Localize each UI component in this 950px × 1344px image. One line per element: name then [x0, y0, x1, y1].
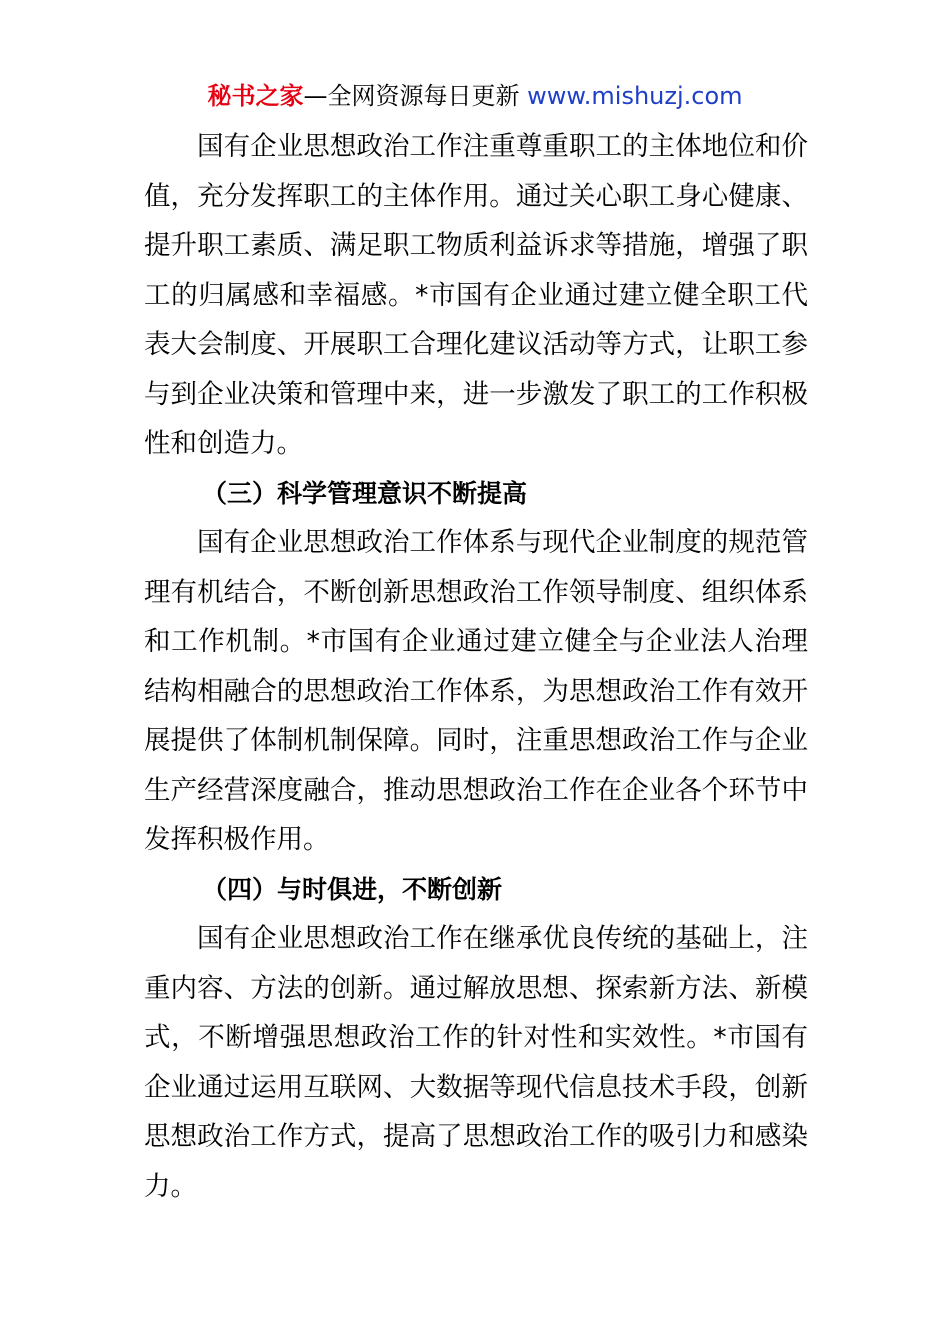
- section-heading-3: （三）科学管理意识不断提高: [202, 478, 528, 508]
- site-tagline: —全网资源每日更新: [303, 82, 520, 110]
- section-heading-4: （四）与时俱进，不断创新: [202, 874, 503, 904]
- site-brand: 秘书之家: [207, 82, 304, 110]
- site-url-link[interactable]: www.mishuzj.com: [519, 82, 743, 110]
- paragraph-employee-subject: 国有企业思想政治工作注重尊重职工的主体地位和价值，充分发挥职工的主体作用。通过关心职工身心健康、提升职工素质、满足职工物质利益诉求等措施，增强了职工的归属感和幸福感。*市国有企业通过建立健全职工代表大会制度、开展职工合理化建议活动等方式，让职工参与到企业决策和管理中来，进一步激发了职工的工作积极性和创造力。: [144, 131, 808, 459]
- site-header: [0, 80, 950, 112]
- paragraph-innovation: 国有企业思想政治工作在继承优良传统的基础上，注重内容、方法的创新。通过解放思想、探索新方法、新模式，不断增强思想政治工作的针对性和实效性。*市国有企业通过运用互联网、大数据等现代信息技术手段，创新思想政治工作方式，提高了思想政治工作的吸引力和感染力。: [144, 923, 808, 1202]
- document-body: [144, 122, 808, 1211]
- paragraph-scientific-management: 国有企业思想政治工作体系与现代企业制度的规范管理有机结合，不断创新思想政治工作领导制度、组织体系和工作机制。*市国有企业通过建立健全与企业法人治理结构相融合的思想政治工作体系，为思想政治工作有效开展提供了体制机制保障。同时，注重思想政治工作与企业生产经营深度融合，推动思想政治工作在企业各个环节中发挥积极作用。: [144, 527, 808, 855]
